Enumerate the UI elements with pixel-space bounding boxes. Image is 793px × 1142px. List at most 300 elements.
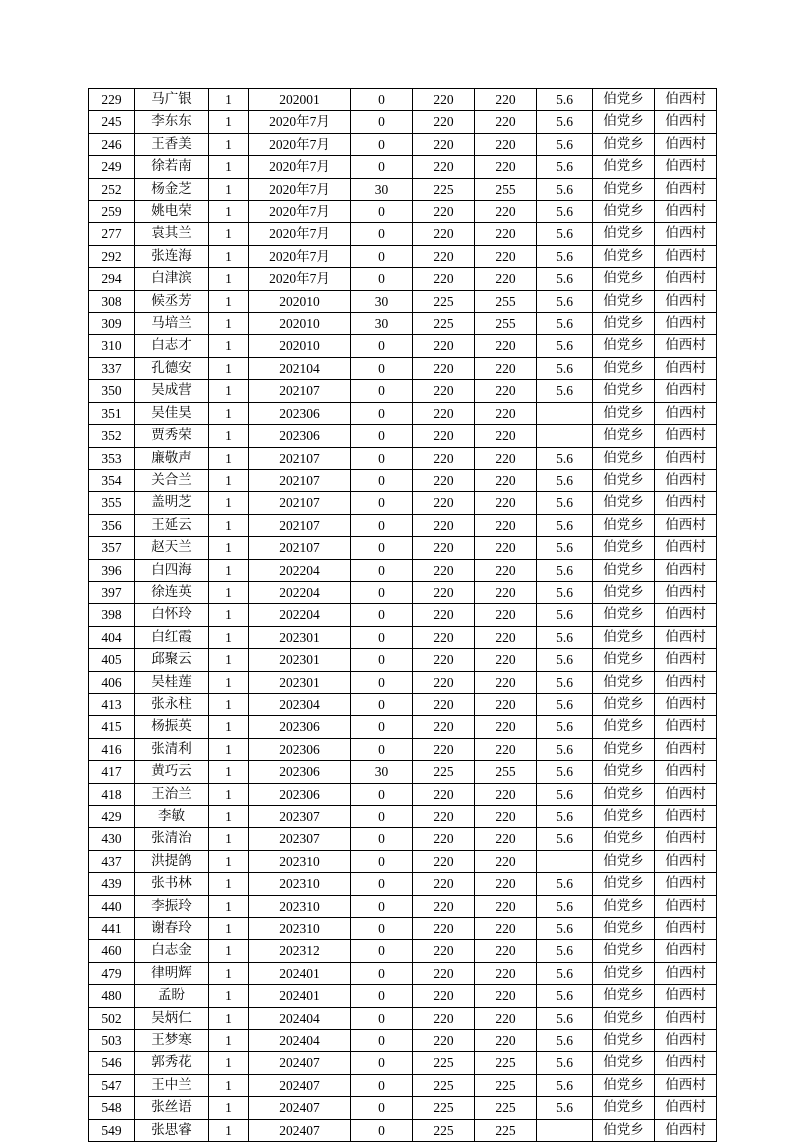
table-row (89, 380, 717, 402)
cell-name: 李东东 (135, 111, 209, 133)
cell-period: 202107 (249, 492, 351, 514)
cell-period: 2020年7月 (249, 201, 351, 223)
cell-extra: 0 (351, 895, 413, 917)
cell-total: 220 (475, 245, 537, 267)
cell-total: 220 (475, 783, 537, 805)
cell-name: 谢春玲 (135, 918, 209, 940)
cell-period: 202306 (249, 783, 351, 805)
cell-township: 伯党乡 (593, 425, 655, 447)
cell-township: 伯党乡 (593, 649, 655, 671)
cell-rate: 5.6 (537, 962, 593, 984)
cell-id: 356 (89, 514, 135, 536)
cell-total: 220 (475, 514, 537, 536)
cell-base: 220 (413, 671, 475, 693)
cell-count: 1 (209, 1119, 249, 1141)
cell-village: 伯西村 (655, 492, 717, 514)
cell-village: 伯西村 (655, 111, 717, 133)
cell-total: 220 (475, 940, 537, 962)
cell-extra: 0 (351, 783, 413, 805)
cell-village: 伯西村 (655, 761, 717, 783)
cell-id: 406 (89, 671, 135, 693)
cell-base: 220 (413, 940, 475, 962)
cell-count: 1 (209, 1052, 249, 1074)
cell-name: 袁其兰 (135, 223, 209, 245)
cell-township: 伯党乡 (593, 156, 655, 178)
cell-rate: 5.6 (537, 716, 593, 738)
cell-rate: 5.6 (537, 1007, 593, 1029)
table-row (89, 985, 717, 1007)
cell-rate: 5.6 (537, 245, 593, 267)
cell-extra: 0 (351, 1097, 413, 1119)
cell-name: 律明辉 (135, 962, 209, 984)
cell-rate: 5.6 (537, 268, 593, 290)
cell-name: 张永柱 (135, 693, 209, 715)
table-row (89, 649, 717, 671)
cell-id: 480 (89, 985, 135, 1007)
cell-base: 220 (413, 895, 475, 917)
cell-total: 220 (475, 201, 537, 223)
table-row (89, 111, 717, 133)
cell-period: 202306 (249, 402, 351, 424)
cell-count: 1 (209, 111, 249, 133)
cell-rate: 5.6 (537, 313, 593, 335)
cell-count: 1 (209, 290, 249, 312)
cell-village: 伯西村 (655, 1074, 717, 1096)
cell-village: 伯西村 (655, 201, 717, 223)
cell-base: 225 (413, 290, 475, 312)
cell-extra: 0 (351, 828, 413, 850)
cell-rate (537, 1119, 593, 1141)
cell-period: 202401 (249, 985, 351, 1007)
cell-base: 220 (413, 581, 475, 603)
cell-name: 马广银 (135, 89, 209, 111)
cell-name: 白四海 (135, 559, 209, 581)
cell-count: 1 (209, 201, 249, 223)
cell-count: 1 (209, 693, 249, 715)
cell-township: 伯党乡 (593, 559, 655, 581)
cell-total: 220 (475, 447, 537, 469)
cell-extra: 0 (351, 268, 413, 290)
cell-rate: 5.6 (537, 985, 593, 1007)
cell-name: 姚电荣 (135, 201, 209, 223)
cell-period: 202304 (249, 693, 351, 715)
cell-base: 220 (413, 918, 475, 940)
cell-base: 225 (413, 761, 475, 783)
cell-rate: 5.6 (537, 626, 593, 648)
cell-township: 伯党乡 (593, 89, 655, 111)
table-row (89, 716, 717, 738)
cell-id: 357 (89, 537, 135, 559)
cell-base: 220 (413, 626, 475, 648)
cell-name: 白红霞 (135, 626, 209, 648)
cell-extra: 0 (351, 469, 413, 491)
cell-rate: 5.6 (537, 335, 593, 357)
cell-village: 伯西村 (655, 828, 717, 850)
cell-total: 220 (475, 402, 537, 424)
cell-village: 伯西村 (655, 873, 717, 895)
cell-base: 220 (413, 1007, 475, 1029)
cell-period: 202306 (249, 761, 351, 783)
cell-count: 1 (209, 447, 249, 469)
cell-count: 1 (209, 649, 249, 671)
cell-id: 416 (89, 738, 135, 760)
cell-extra: 0 (351, 626, 413, 648)
cell-id: 277 (89, 223, 135, 245)
table-row (89, 133, 717, 155)
cell-extra: 0 (351, 537, 413, 559)
cell-rate: 5.6 (537, 1030, 593, 1052)
cell-period: 202407 (249, 1052, 351, 1074)
cell-total: 220 (475, 828, 537, 850)
cell-period: 202407 (249, 1097, 351, 1119)
cell-township: 伯党乡 (593, 514, 655, 536)
cell-village: 伯西村 (655, 604, 717, 626)
cell-period: 202204 (249, 604, 351, 626)
cell-extra: 0 (351, 357, 413, 379)
cell-id: 417 (89, 761, 135, 783)
cell-name: 黄巧云 (135, 761, 209, 783)
cell-village: 伯西村 (655, 626, 717, 648)
cell-id: 415 (89, 716, 135, 738)
cell-name: 张丝语 (135, 1097, 209, 1119)
cell-rate: 5.6 (537, 1097, 593, 1119)
cell-period: 202310 (249, 895, 351, 917)
cell-rate: 5.6 (537, 89, 593, 111)
cell-period: 202307 (249, 828, 351, 850)
cell-village: 伯西村 (655, 918, 717, 940)
cell-total: 220 (475, 425, 537, 447)
cell-township: 伯党乡 (593, 962, 655, 984)
cell-period: 202107 (249, 514, 351, 536)
cell-village: 伯西村 (655, 962, 717, 984)
cell-period: 202204 (249, 581, 351, 603)
cell-name: 王延云 (135, 514, 209, 536)
cell-extra: 0 (351, 156, 413, 178)
cell-period: 202310 (249, 850, 351, 872)
cell-name: 张清治 (135, 828, 209, 850)
cell-period: 202306 (249, 425, 351, 447)
cell-name: 盖明芝 (135, 492, 209, 514)
cell-name: 孟盼 (135, 985, 209, 1007)
cell-rate: 5.6 (537, 559, 593, 581)
cell-name: 邱聚云 (135, 649, 209, 671)
cell-base: 220 (413, 447, 475, 469)
cell-name: 吴成营 (135, 380, 209, 402)
cell-total: 220 (475, 380, 537, 402)
cell-township: 伯党乡 (593, 761, 655, 783)
cell-total: 220 (475, 156, 537, 178)
table-row (89, 1097, 717, 1119)
cell-rate: 5.6 (537, 156, 593, 178)
cell-count: 1 (209, 156, 249, 178)
cell-village: 伯西村 (655, 268, 717, 290)
cell-extra: 30 (351, 313, 413, 335)
cell-extra: 0 (351, 201, 413, 223)
cell-name: 张书林 (135, 873, 209, 895)
records-table-body (89, 89, 717, 1142)
cell-period: 2020年7月 (249, 245, 351, 267)
cell-village: 伯西村 (655, 581, 717, 603)
table-row (89, 245, 717, 267)
cell-total: 220 (475, 111, 537, 133)
cell-village: 伯西村 (655, 1007, 717, 1029)
cell-name: 王梦寒 (135, 1030, 209, 1052)
cell-total: 220 (475, 962, 537, 984)
cell-period: 202001 (249, 89, 351, 111)
cell-name: 白怀玲 (135, 604, 209, 626)
cell-total: 220 (475, 223, 537, 245)
table-row (89, 1030, 717, 1052)
cell-base: 220 (413, 156, 475, 178)
table-row (89, 559, 717, 581)
cell-rate: 5.6 (537, 1074, 593, 1096)
cell-township: 伯党乡 (593, 828, 655, 850)
cell-village: 伯西村 (655, 402, 717, 424)
cell-count: 1 (209, 918, 249, 940)
cell-village: 伯西村 (655, 537, 717, 559)
cell-period: 202010 (249, 313, 351, 335)
cell-total: 220 (475, 1030, 537, 1052)
cell-total: 220 (475, 671, 537, 693)
cell-period: 202407 (249, 1119, 351, 1141)
cell-id: 418 (89, 783, 135, 805)
cell-period: 2020年7月 (249, 268, 351, 290)
cell-count: 1 (209, 1007, 249, 1029)
cell-base: 220 (413, 783, 475, 805)
cell-name: 杨金芝 (135, 178, 209, 200)
cell-id: 354 (89, 469, 135, 491)
cell-extra: 0 (351, 1119, 413, 1141)
cell-rate: 5.6 (537, 380, 593, 402)
cell-total: 220 (475, 626, 537, 648)
cell-base: 220 (413, 738, 475, 760)
cell-extra: 0 (351, 671, 413, 693)
cell-base: 220 (413, 492, 475, 514)
cell-count: 1 (209, 335, 249, 357)
cell-count: 1 (209, 716, 249, 738)
cell-township: 伯党乡 (593, 268, 655, 290)
cell-id: 309 (89, 313, 135, 335)
table-row (89, 223, 717, 245)
cell-rate: 5.6 (537, 828, 593, 850)
cell-township: 伯党乡 (593, 201, 655, 223)
cell-total: 255 (475, 313, 537, 335)
cell-name: 赵天兰 (135, 537, 209, 559)
cell-village: 伯西村 (655, 313, 717, 335)
cell-total: 255 (475, 178, 537, 200)
cell-id: 549 (89, 1119, 135, 1141)
cell-rate: 5.6 (537, 671, 593, 693)
cell-period: 202404 (249, 1007, 351, 1029)
cell-township: 伯党乡 (593, 1119, 655, 1141)
cell-count: 1 (209, 313, 249, 335)
cell-rate (537, 850, 593, 872)
cell-rate: 5.6 (537, 111, 593, 133)
cell-rate (537, 425, 593, 447)
cell-name: 吴佳昊 (135, 402, 209, 424)
cell-count: 1 (209, 626, 249, 648)
cell-period: 202404 (249, 1030, 351, 1052)
cell-extra: 0 (351, 425, 413, 447)
cell-count: 1 (209, 178, 249, 200)
table-row (89, 806, 717, 828)
cell-period: 202010 (249, 335, 351, 357)
cell-name: 白志才 (135, 335, 209, 357)
table-row (89, 1074, 717, 1096)
cell-rate (537, 402, 593, 424)
cell-period: 2020年7月 (249, 133, 351, 155)
cell-count: 1 (209, 380, 249, 402)
cell-rate: 5.6 (537, 1052, 593, 1074)
cell-total: 220 (475, 1007, 537, 1029)
cell-name: 孔德安 (135, 357, 209, 379)
cell-base: 220 (413, 604, 475, 626)
cell-id: 396 (89, 559, 135, 581)
cell-village: 伯西村 (655, 156, 717, 178)
cell-rate: 5.6 (537, 201, 593, 223)
cell-count: 1 (209, 89, 249, 111)
cell-count: 1 (209, 245, 249, 267)
cell-extra: 0 (351, 1052, 413, 1074)
cell-total: 220 (475, 873, 537, 895)
cell-township: 伯党乡 (593, 313, 655, 335)
cell-base: 220 (413, 111, 475, 133)
cell-period: 202401 (249, 962, 351, 984)
cell-township: 伯党乡 (593, 671, 655, 693)
cell-village: 伯西村 (655, 671, 717, 693)
cell-extra: 0 (351, 447, 413, 469)
cell-name: 郭秀花 (135, 1052, 209, 1074)
cell-id: 404 (89, 626, 135, 648)
cell-count: 1 (209, 469, 249, 491)
table-row (89, 290, 717, 312)
cell-total: 220 (475, 806, 537, 828)
cell-village: 伯西村 (655, 290, 717, 312)
cell-id: 353 (89, 447, 135, 469)
cell-id: 546 (89, 1052, 135, 1074)
cell-period: 202107 (249, 380, 351, 402)
cell-id: 547 (89, 1074, 135, 1096)
cell-period: 202104 (249, 357, 351, 379)
cell-id: 351 (89, 402, 135, 424)
cell-extra: 0 (351, 985, 413, 1007)
cell-village: 伯西村 (655, 89, 717, 111)
cell-village: 伯西村 (655, 425, 717, 447)
cell-township: 伯党乡 (593, 783, 655, 805)
cell-township: 伯党乡 (593, 290, 655, 312)
table-row (89, 850, 717, 872)
cell-village: 伯西村 (655, 1097, 717, 1119)
cell-township: 伯党乡 (593, 918, 655, 940)
cell-extra: 0 (351, 940, 413, 962)
cell-name: 李振玲 (135, 895, 209, 917)
cell-period: 202310 (249, 873, 351, 895)
cell-township: 伯党乡 (593, 581, 655, 603)
cell-count: 1 (209, 357, 249, 379)
cell-village: 伯西村 (655, 895, 717, 917)
cell-township: 伯党乡 (593, 873, 655, 895)
cell-base: 225 (413, 1052, 475, 1074)
cell-township: 伯党乡 (593, 111, 655, 133)
cell-count: 1 (209, 133, 249, 155)
cell-base: 220 (413, 828, 475, 850)
cell-township: 伯党乡 (593, 133, 655, 155)
cell-village: 伯西村 (655, 447, 717, 469)
cell-count: 1 (209, 783, 249, 805)
table-row (89, 581, 717, 603)
cell-name: 王香美 (135, 133, 209, 155)
cell-base: 220 (413, 402, 475, 424)
cell-village: 伯西村 (655, 133, 717, 155)
cell-name: 徐若南 (135, 156, 209, 178)
cell-name: 贾秀荣 (135, 425, 209, 447)
cell-extra: 0 (351, 806, 413, 828)
table-row (89, 940, 717, 962)
cell-village: 伯西村 (655, 649, 717, 671)
cell-township: 伯党乡 (593, 626, 655, 648)
cell-base: 220 (413, 962, 475, 984)
cell-rate: 5.6 (537, 357, 593, 379)
cell-period: 202407 (249, 1074, 351, 1096)
cell-period: 2020年7月 (249, 178, 351, 200)
cell-base: 220 (413, 850, 475, 872)
cell-period: 202312 (249, 940, 351, 962)
cell-extra: 0 (351, 693, 413, 715)
cell-rate: 5.6 (537, 537, 593, 559)
cell-village: 伯西村 (655, 783, 717, 805)
cell-id: 252 (89, 178, 135, 200)
cell-total: 220 (475, 537, 537, 559)
cell-rate: 5.6 (537, 806, 593, 828)
cell-extra: 0 (351, 850, 413, 872)
cell-total: 220 (475, 850, 537, 872)
cell-total: 220 (475, 268, 537, 290)
cell-village: 伯西村 (655, 335, 717, 357)
cell-rate: 5.6 (537, 133, 593, 155)
cell-base: 225 (413, 178, 475, 200)
cell-extra: 0 (351, 1007, 413, 1029)
cell-rate: 5.6 (537, 895, 593, 917)
cell-count: 1 (209, 940, 249, 962)
cell-count: 1 (209, 738, 249, 760)
cell-extra: 0 (351, 738, 413, 760)
cell-total: 220 (475, 895, 537, 917)
cell-total: 220 (475, 693, 537, 715)
table-row (89, 604, 717, 626)
cell-extra: 0 (351, 559, 413, 581)
table-row (89, 514, 717, 536)
cell-total: 225 (475, 1119, 537, 1141)
cell-name: 张连海 (135, 245, 209, 267)
cell-base: 220 (413, 537, 475, 559)
cell-period: 202310 (249, 918, 351, 940)
cell-village: 伯西村 (655, 178, 717, 200)
cell-extra: 0 (351, 335, 413, 357)
table-row (89, 671, 717, 693)
cell-extra: 0 (351, 918, 413, 940)
cell-name: 白津滨 (135, 268, 209, 290)
cell-extra: 0 (351, 245, 413, 267)
cell-total: 220 (475, 469, 537, 491)
cell-count: 1 (209, 492, 249, 514)
table-row (89, 537, 717, 559)
table-row (89, 873, 717, 895)
cell-count: 1 (209, 1030, 249, 1052)
cell-village: 伯西村 (655, 1119, 717, 1141)
cell-base: 220 (413, 268, 475, 290)
cell-township: 伯党乡 (593, 380, 655, 402)
cell-extra: 0 (351, 649, 413, 671)
